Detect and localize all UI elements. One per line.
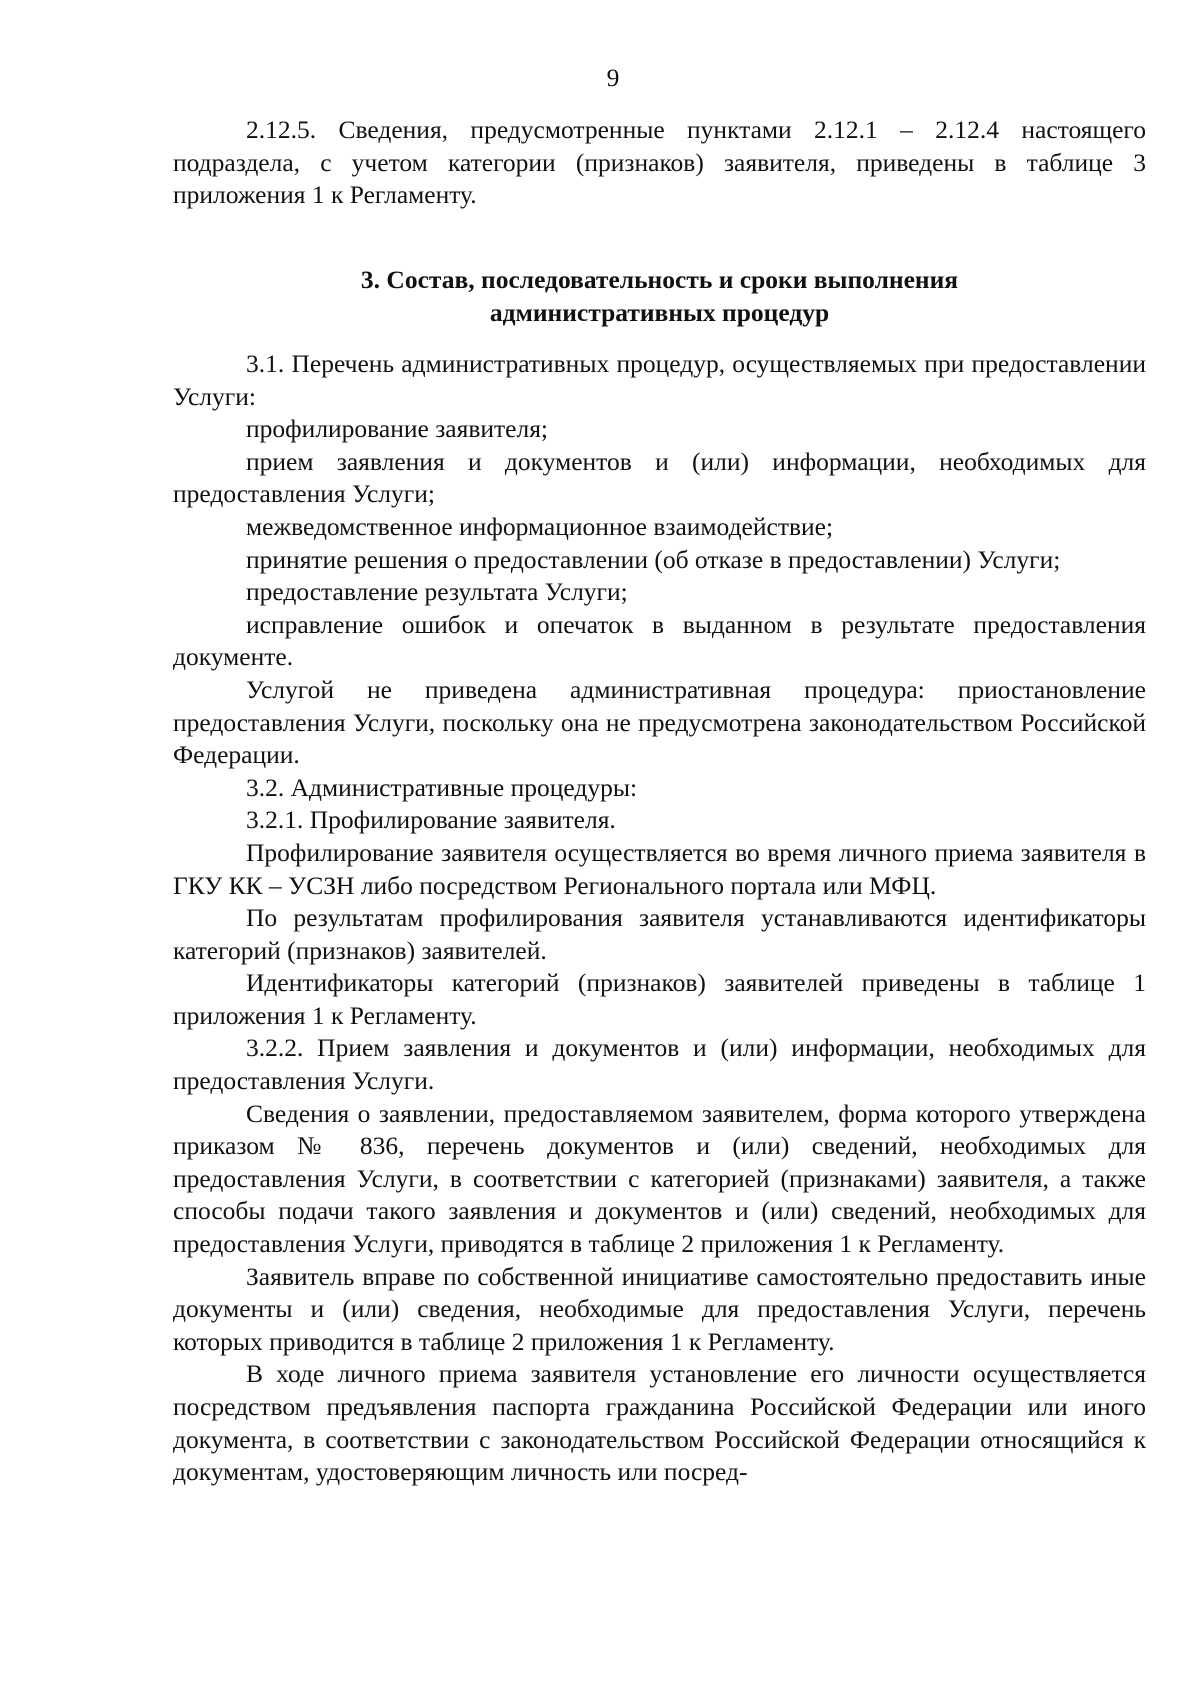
page-number: 9 [606,63,620,92]
paragraph-2-12-5: 2.12.5. Сведения, предусмотренные пунктами 2.12.1 – 2.12.4 настоящего подраздела, с учетом категории (признаков) заявителя, приведены в таблице 3 приложения 1 к Регламенту. [173,115,1146,210]
section-heading-line-2: административных процедур [489,298,830,327]
section-heading [173,263,1146,329]
list-item: исправление ошибок и опечаток в выданном в результате предоставления документе. [173,609,1146,672]
paragraph: 3.2. Административные процедуры: [246,772,638,802]
list-item: предоставление результата Услуги; [246,577,628,607]
paragraph: 3.2.1. Профилирование заявителя. [246,805,616,835]
paragraph: По результатам профилирования заявителя устанавливаются идентификаторы категорий (признаков) заявителей. [173,903,1146,965]
paragraph: Услугой не приведена административная процедура: приостановление предоставления Услуги, поскольку она не предусмотрена законодательством Российской Федерации. [173,674,1146,770]
paragraph: Заявитель вправе по собственной инициативе самостоятельно предоставить иные документы и (или) сведения, необходимые для предоставления Услуги, перечень которых приводится в таблице 2 приложения 1 к Регламенту. [173,1261,1146,1356]
list-item: межведомственное информационное взаимодействие; [246,511,834,541]
list-item: профилирование заявителя; [246,414,549,444]
paragraph: 3.1. Перечень административных процедур, осуществляемых при предоставлении Услуги: [173,349,1146,411]
section-heading-line-1: 3. Состав, последовательность и сроки выполнения [360,265,959,294]
paragraph: 3.2.2. Прием заявления и документов и (или) информации, необходимых для предоставления Услуги. [173,1033,1146,1096]
paragraph: Сведения о заявлении, предоставляемом заявителем, форма которого утверждена приказом № 836, перечень документов и (или) сведений, необходимых для предоставления Услуги, в соответствии с категорией (признаками) заявителя, а также способы подачи такого заявления и документов и (или) сведений, необходимых для предоставления Услуги, приводятся в таблице 2 приложения 1 к Регламенту. [173,1098,1146,1259]
paragraph: Профилирование заявителя осуществляется во время личного приема заявителя в ГКУ КК – УСЗН либо посредством Регионального портала или МФЦ. [173,837,1146,900]
list-item: принятие решения о предоставлении (об отказе в предоставлении) Услуги; [246,544,1061,574]
paragraph: В ходе личного приема заявителя установление его личности осуществляется посредством предъявления паспорта гражданина Российской Федерации или иного документа, в соответствии с законодательством Российской Федерации относящийся к документам, удостоверяющим личность или посред- [173,1359,1146,1487]
body-text [173,348,1146,1489]
paragraph: Идентификаторы категорий (признаков) заявителей приведены в таблице 1 приложения 1 к Регламенту. [173,968,1146,1030]
intro-block [173,114,1146,212]
list-item: прием заявления и документов и (или) информации, необходимых для предоставления Услуги; [173,446,1146,509]
